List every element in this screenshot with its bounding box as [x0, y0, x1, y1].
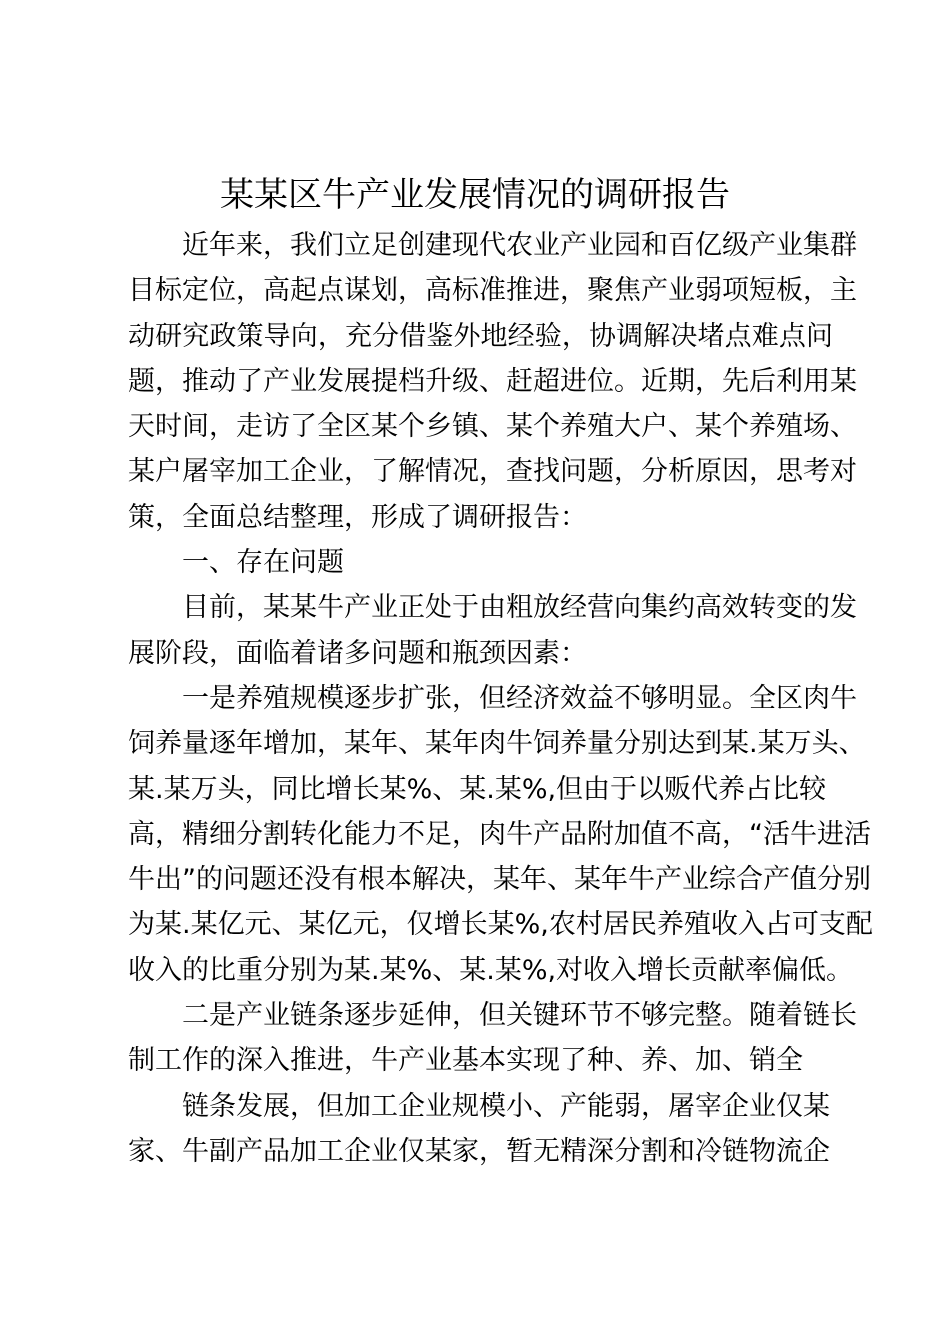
paragraph-line: 某户屠宰加工企业，了解情况，查找问题，分析原因，思考对	[128, 456, 857, 488]
paragraph-line: 动研究政策导向，充分借鉴外地经验，协调解决堵点难点问	[128, 320, 833, 352]
paragraph-line: 策，全面总结整理，形成了调研报告：	[128, 501, 587, 533]
paragraph-line: 一是养殖规模逐步扩张，但经济效益不够明显。全区肉牛	[182, 682, 857, 714]
document-title: 某某区牛产业发展情况的调研报告	[220, 175, 730, 215]
paragraph-line: 牛出”的问题还没有根本解决，某年、某年牛产业综合产值分别	[128, 864, 871, 896]
paragraph-line: 链条发展，但加工企业规模小、产能弱，屠宰企业仅某	[182, 1090, 830, 1122]
paragraph-line: 近年来，我们立足创建现代农业产业园和百亿级产业集群	[182, 230, 857, 261]
paragraph-line: 家、牛副产品加工企业仅某家，暂无精深分割和冷链物流企	[128, 1135, 830, 1167]
paragraph-line: 目标定位，高起点谋划，高标准推进，聚焦产业弱项短板，主	[128, 275, 857, 307]
paragraph-line: 某.某万头，同比增长某%、某.某%,但由于以贩代养占比较	[128, 773, 827, 805]
paragraph-line: 展阶段，面临着诸多问题和瓶颈因素：	[128, 637, 587, 669]
paragraph-line: 为某.某亿元、某亿元，仅增长某%,农村居民养殖收入占可支配	[128, 909, 873, 941]
paragraph-line: 目前，某某牛产业正处于由粗放经营向集约高效转变的发	[182, 592, 857, 624]
paragraph-line: 收入的比重分别为某.某%、某.某%,对收入增长贡献率偏低。	[128, 954, 854, 986]
paragraph-line: 二是产业链条逐步延伸，但关键环节不够完整。随着链长	[182, 1000, 857, 1032]
paragraph-line: 制工作的深入推进，牛产业基本实现了种、养、加、销全	[128, 1045, 803, 1077]
paragraph-line: 高，精细分割转化能力不足，肉牛产品附加值不高，“活牛进活	[128, 818, 871, 850]
section-heading: 一、存在问题	[182, 547, 344, 579]
paragraph-line: 饲养量逐年增加，某年、某年肉牛饲养量分别达到某.某万头、	[128, 728, 866, 760]
paragraph-line: 天时间，走访了全区某个乡镇、某个养殖大户、某个养殖场、	[128, 411, 857, 443]
document-body	[128, 223, 873, 1174]
paragraph-line: 题，推动了产业发展提档升级、赶超进位。近期，先后利用某	[128, 365, 857, 397]
